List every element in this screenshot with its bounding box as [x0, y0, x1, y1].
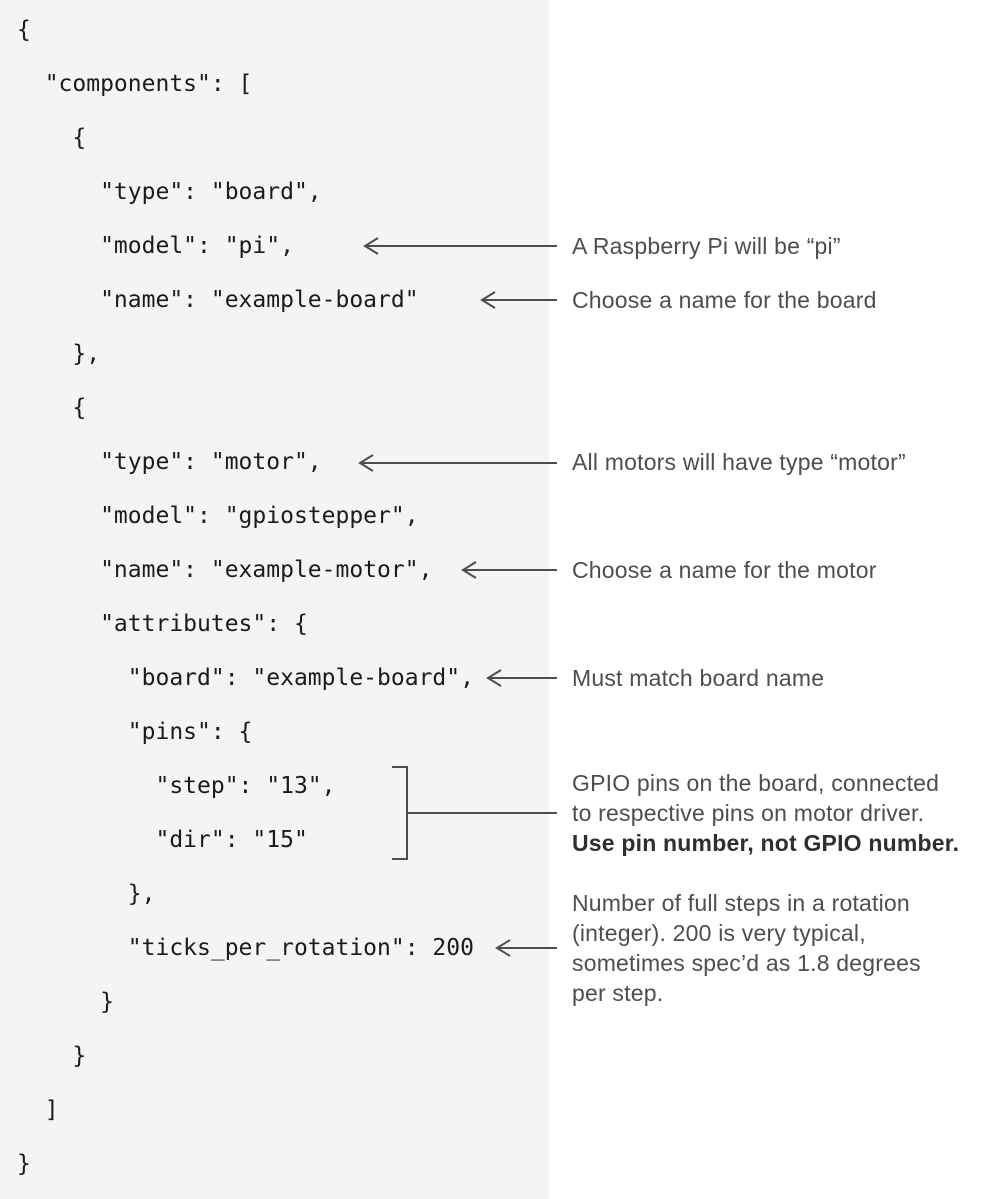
code-line: } [17, 1043, 87, 1069]
code-line: "name": "example-motor", [17, 557, 433, 583]
code-line: } [17, 1151, 31, 1177]
annotation-line: sometimes spec’d as 1.8 degrees [572, 950, 921, 976]
code-line: "model": "pi", [17, 233, 294, 259]
code-line: }, [17, 341, 101, 367]
code-line: "type": "board", [17, 179, 322, 205]
annotation-line: to respective pins on motor driver. [572, 800, 925, 826]
code-line: }, [17, 881, 156, 907]
code-line: "step": "13", [17, 773, 336, 799]
annotation-line-bold: Use pin number, not GPIO number. [572, 830, 960, 856]
code-line: "model": "gpiostepper", [17, 503, 419, 529]
annotation-line: Number of full steps in a rotation [572, 890, 910, 916]
code-line: "ticks_per_rotation": 200 [17, 935, 474, 961]
annotation-gpio-pins [572, 768, 959, 858]
annotation-motor-type: All motors will have type “motor” [572, 449, 906, 475]
code-line: "name": "example-board" [17, 287, 419, 313]
code-line: { [17, 395, 87, 421]
code-line: "dir": "15" [17, 827, 308, 853]
annotation-motor-name: Choose a name for the motor [572, 557, 877, 583]
code-line: "pins": { [17, 719, 253, 745]
annotation-model-pi: A Raspberry Pi will be “pi” [572, 233, 841, 259]
annotation-board-name: Choose a name for the board [572, 287, 877, 313]
code-line: { [17, 17, 31, 43]
annotation-board-match: Must match board name [572, 665, 825, 691]
code-line: "components": [ [17, 71, 253, 97]
annotation-line: per step. [572, 980, 664, 1006]
annotation-line: GPIO pins on the board, connected [572, 770, 940, 796]
code-line: } [17, 989, 114, 1015]
annotation-ticks-per-rotation [572, 888, 921, 1008]
code-line: "attributes": { [17, 611, 308, 637]
annotation-line: (integer). 200 is very typical, [572, 920, 866, 946]
code-line: "type": "motor", [17, 449, 322, 475]
code-line: "board": "example-board", [17, 665, 474, 691]
code-line: ] [17, 1097, 59, 1123]
code-line: { [17, 125, 87, 151]
